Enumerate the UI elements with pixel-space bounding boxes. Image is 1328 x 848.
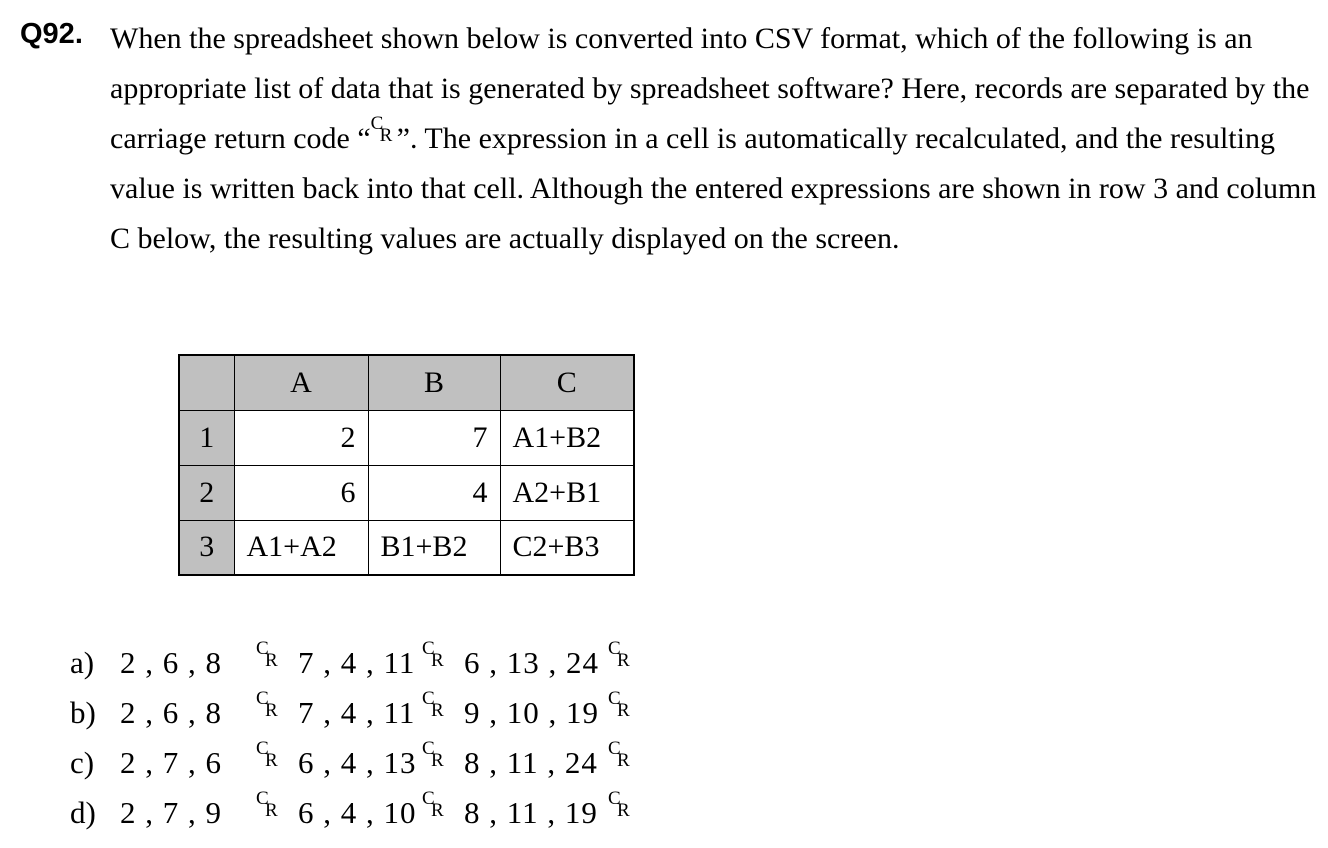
carriage-return-symbol: C R: [422, 738, 444, 771]
record-1: 2 , 7 , 9: [120, 795, 222, 830]
option-label: a): [70, 645, 95, 680]
cell-c3: C2+B3: [500, 520, 634, 575]
record-2: 7 , 4 , 11: [298, 645, 416, 680]
question-text-part-1: When the spreadsheet shown below is converted into CSV format, which of the following is an appropriate list of data that is generated by spreadsheet software? Here, records are separated by the carriage return code “: [110, 22, 1310, 155]
carriage-return-symbol: C R: [422, 638, 444, 671]
column-header-b: B: [368, 355, 500, 410]
carriage-return-symbol: C R: [422, 788, 444, 821]
record-3: 6 , 13 , 24: [464, 645, 599, 680]
record-1: 2 , 6 , 8: [120, 645, 222, 680]
option-d[interactable]: [70, 788, 650, 838]
carriage-return-symbol: C R: [256, 788, 278, 821]
column-header-row: [179, 355, 634, 410]
cell-c2: A2+B1: [500, 465, 634, 520]
record-1: 2 , 6 , 8: [120, 695, 222, 730]
column-header-c: C: [500, 355, 634, 410]
option-b[interactable]: [70, 688, 650, 738]
record-3: 8 , 11 , 24: [464, 745, 598, 780]
carriage-return-symbol: C R: [608, 738, 630, 771]
table-row: [179, 520, 634, 575]
cell-c1: A1+B2: [500, 410, 634, 465]
cell-a1: 2: [234, 410, 368, 465]
record-2: 7 , 4 , 11: [298, 695, 416, 730]
record-3: 9 , 10 , 19: [464, 695, 599, 730]
carriage-return-symbol: C R: [608, 688, 630, 721]
option-c[interactable]: [70, 738, 650, 788]
carriage-return-symbol: C R: [370, 113, 393, 146]
option-a[interactable]: [70, 638, 650, 688]
carriage-return-symbol: C R: [422, 688, 444, 721]
carriage-return-symbol: C R: [256, 688, 278, 721]
cell-a2: 6: [234, 465, 368, 520]
record-1: 2 , 7 , 6: [120, 745, 222, 780]
option-label: b): [70, 695, 96, 730]
record-2: 6 , 4 , 13: [298, 745, 417, 780]
corner-cell: [179, 355, 234, 410]
cell-b1: 7: [368, 410, 500, 465]
record-3: 8 , 11 , 19: [464, 795, 598, 830]
row-header: 2: [179, 465, 234, 520]
column-header-a: A: [234, 355, 368, 410]
carriage-return-symbol: C R: [256, 738, 278, 771]
cell-b3: B1+B2: [368, 520, 500, 575]
question-number: Q92.: [20, 18, 83, 50]
carriage-return-symbol: C R: [608, 638, 630, 671]
table-row: [179, 410, 634, 465]
answer-options: [70, 638, 650, 838]
carriage-return-symbol: C R: [608, 788, 630, 821]
row-header: 1: [179, 410, 234, 465]
option-label: c): [70, 745, 95, 780]
row-header: 3: [179, 520, 234, 575]
question-text-part-2: ”. The expression in a cell is automatically recalculated, and the resulting value is written back into that cell. Although the entered expressions are shown in row 3 and column C below, the resulting values are actually displayed on the screen.: [110, 122, 1317, 255]
cell-a3: A1+A2: [234, 520, 368, 575]
record-2: 6 , 4 , 10: [298, 795, 417, 830]
table-row: [179, 465, 634, 520]
carriage-return-symbol: C R: [256, 638, 278, 671]
option-label: d): [70, 795, 96, 830]
spreadsheet-table: [178, 354, 635, 576]
cell-b2: 4: [368, 465, 500, 520]
question-text: [110, 14, 1320, 264]
